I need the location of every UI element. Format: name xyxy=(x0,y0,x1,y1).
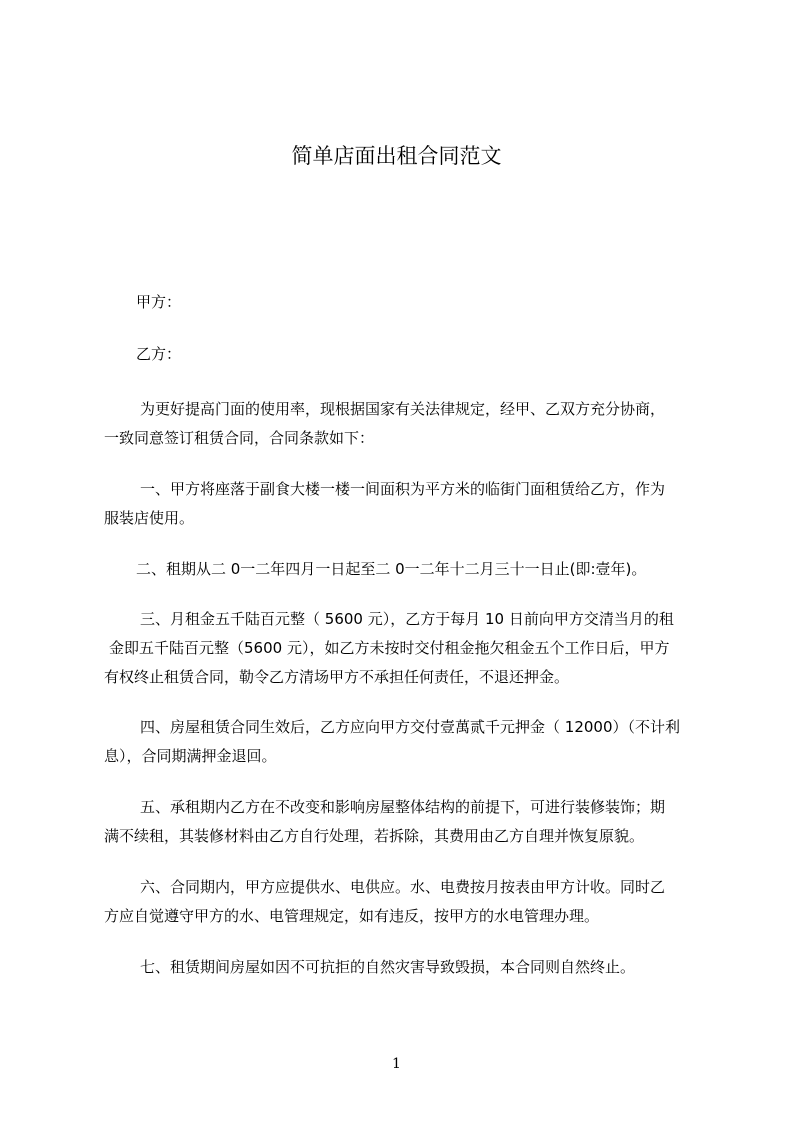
clause-6 xyxy=(104,873,704,931)
clause-6-line: 六、合同期内，甲方应提供水、电供应。水、电费按月按表由甲方计收。同时乙 xyxy=(140,878,666,896)
clause-4-line: 四、房屋租赁合同生效后，乙方应向甲方交付壹萬贰千元押金（ 12000）（不计利 xyxy=(140,718,680,736)
clause-1 xyxy=(104,475,704,533)
document-title: 简单店面出租合同范文 xyxy=(291,144,502,168)
clause-3 xyxy=(104,605,704,692)
intro-line: 一致同意签订租赁合同，合同条款如下： xyxy=(104,429,375,447)
page-number: 1 xyxy=(392,1056,401,1072)
clause-3-line: 有权终止租赁合同，勒令乙方清场甲方不承担任何责任，不退还押金。 xyxy=(104,668,570,686)
intro-line: 为更好提高门面的使用率，现根据国家有关法律规定，经甲、乙双方充分协商， xyxy=(140,400,666,418)
clause-2-line: 二、租期从二 0一二年四月一日起至二 0一二年十二月三十一日止(即:壹年)。 xyxy=(136,560,647,578)
intro-paragraph xyxy=(104,395,704,453)
clause-2 xyxy=(104,555,704,584)
clause-5-line: 五、承租期内乙方在不改变和影响房屋整体结构的前提下，可进行装修装饰；期 xyxy=(140,798,666,816)
clause-3-line: 金即五千陆百元整（5600 元），如乙方未按时交付租金拖欠租金五个工作日后，甲方 xyxy=(109,639,670,657)
party-a-line xyxy=(136,288,736,317)
party-a-label: 甲方： xyxy=(136,293,182,311)
clause-3-line: 三、月租金五千陆百元整（ 5600 元），乙方于每月 10 日前向甲方交清当月的租 xyxy=(140,610,674,628)
clause-5 xyxy=(104,793,704,851)
clause-7-line: 七、租赁期间房屋如因不可抗拒的自然灾害导致毁损，本合同则自然终止。 xyxy=(140,958,636,976)
clause-1-line: 一、甲方将座落于副食大楼一楼一间面积为平方米的临街门面租赁给乙方，作为 xyxy=(140,480,666,498)
clause-1-line: 服装店使用。 xyxy=(104,509,195,527)
clause-5-line: 满不续租，其装修材料由乙方自行处理，若拆除，其费用由乙方自理并恢复原貌。 xyxy=(104,827,645,845)
clause-6-line: 方应自觉遵守甲方的水、电管理规定，如有违反，按甲方的水电管理办理。 xyxy=(104,907,600,925)
party-b-label: 乙方： xyxy=(136,345,182,363)
party-b-line xyxy=(136,340,736,369)
clause-7 xyxy=(104,953,704,982)
clause-4 xyxy=(104,713,704,771)
clause-4-line: 息），合同期满押金退回。 xyxy=(104,747,277,765)
